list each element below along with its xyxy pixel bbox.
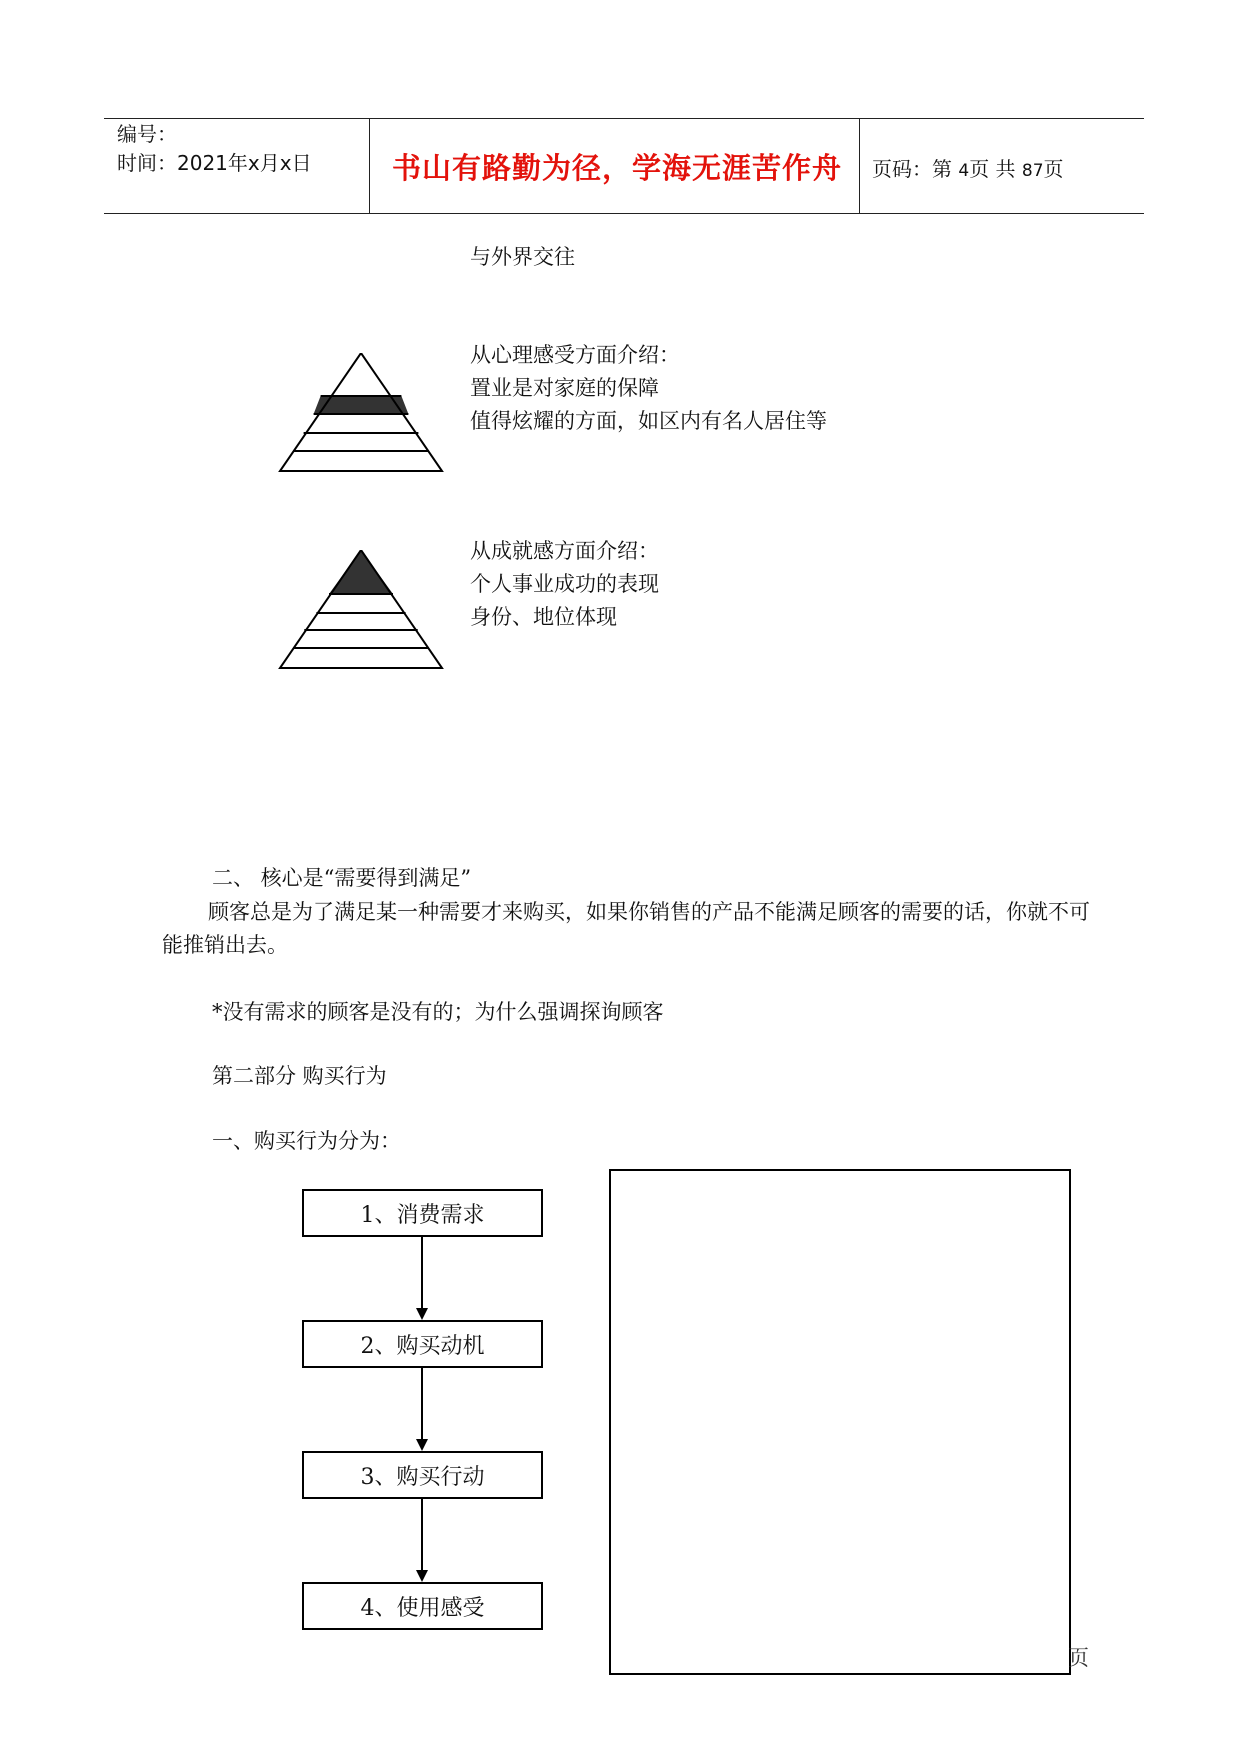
flow-step-purchase-action: 3、购买行动 xyxy=(302,1451,543,1499)
flow-arrows xyxy=(412,1237,432,1582)
pyramid-top-fill xyxy=(329,550,393,594)
pyramid-2-line-2: 身份、地位体现 xyxy=(470,605,617,629)
time-label: 时间： xyxy=(117,151,177,175)
header-time xyxy=(117,149,312,177)
pyramid-1-text xyxy=(470,339,827,438)
flow-step-usage-experience: 4、使用感受 xyxy=(302,1582,543,1630)
page-middle: 页 共 xyxy=(969,157,1016,181)
page-suffix: 页 xyxy=(1043,157,1064,181)
flow-step-purchase-motive: 2、购买动机 xyxy=(302,1320,543,1368)
pyramid-2-line-1: 个人事业成功的表现 xyxy=(470,572,659,596)
header-bottom-rule xyxy=(104,213,1144,214)
pyramid-2-heading: 从成就感方面介绍： xyxy=(470,539,659,563)
header-page-info xyxy=(872,153,1064,182)
flow-arrow-1 xyxy=(416,1237,428,1320)
pyramid-highlight-band xyxy=(314,396,409,414)
header-number xyxy=(117,120,177,148)
pyramid-diagram-achievement xyxy=(278,550,444,670)
header-divider-left xyxy=(369,118,370,214)
subsection-title: 一、购买行为分为： xyxy=(212,1129,401,1153)
pyramid-1-line-1: 置业是对家庭的保障 xyxy=(470,376,659,400)
pyramid-1-line-2: 值得炫耀的方面，如区内有名人居住等 xyxy=(470,409,827,433)
flow-arrow-2 xyxy=(416,1368,428,1451)
pyramid-2-text xyxy=(470,535,659,634)
footer-page-fragment: 页 xyxy=(1068,1646,1089,1670)
header-motto: 书山有路勤为径，学海无涯苦作舟 xyxy=(392,151,843,185)
page-total: 87 xyxy=(1021,161,1044,181)
intro-line: 与外界交往 xyxy=(470,245,575,269)
pyramid-1-heading: 从心理感受方面介绍： xyxy=(470,343,680,367)
flow-arrow-3 xyxy=(416,1499,428,1582)
section-2-note: *没有需求的顾客是没有的；为什么强调探询顾客 xyxy=(212,1000,664,1024)
part-2-title: 第二部分 购买行为 xyxy=(212,1064,387,1088)
header-divider-right xyxy=(859,118,860,214)
empty-frame-box xyxy=(609,1169,1071,1675)
section-2-title: 二、 核心是“需要得到满足” xyxy=(212,866,472,890)
section-2-paragraph: 顾客总是为了满足某一种需要才来购买，如果你销售的产品不能满足顾客的需要的话，你就不可能推销出去。 xyxy=(162,900,1090,957)
flow-step-consumer-need: 1、消费需求 xyxy=(302,1189,543,1237)
number-label: 编号： xyxy=(117,122,177,146)
page-prefix: 页码：第 xyxy=(872,157,952,181)
pyramid-diagram-psychological xyxy=(278,353,444,473)
page-current: 4 xyxy=(958,161,970,181)
time-value: 2021年x月x日 xyxy=(177,151,312,175)
header-top-rule xyxy=(104,118,1144,119)
